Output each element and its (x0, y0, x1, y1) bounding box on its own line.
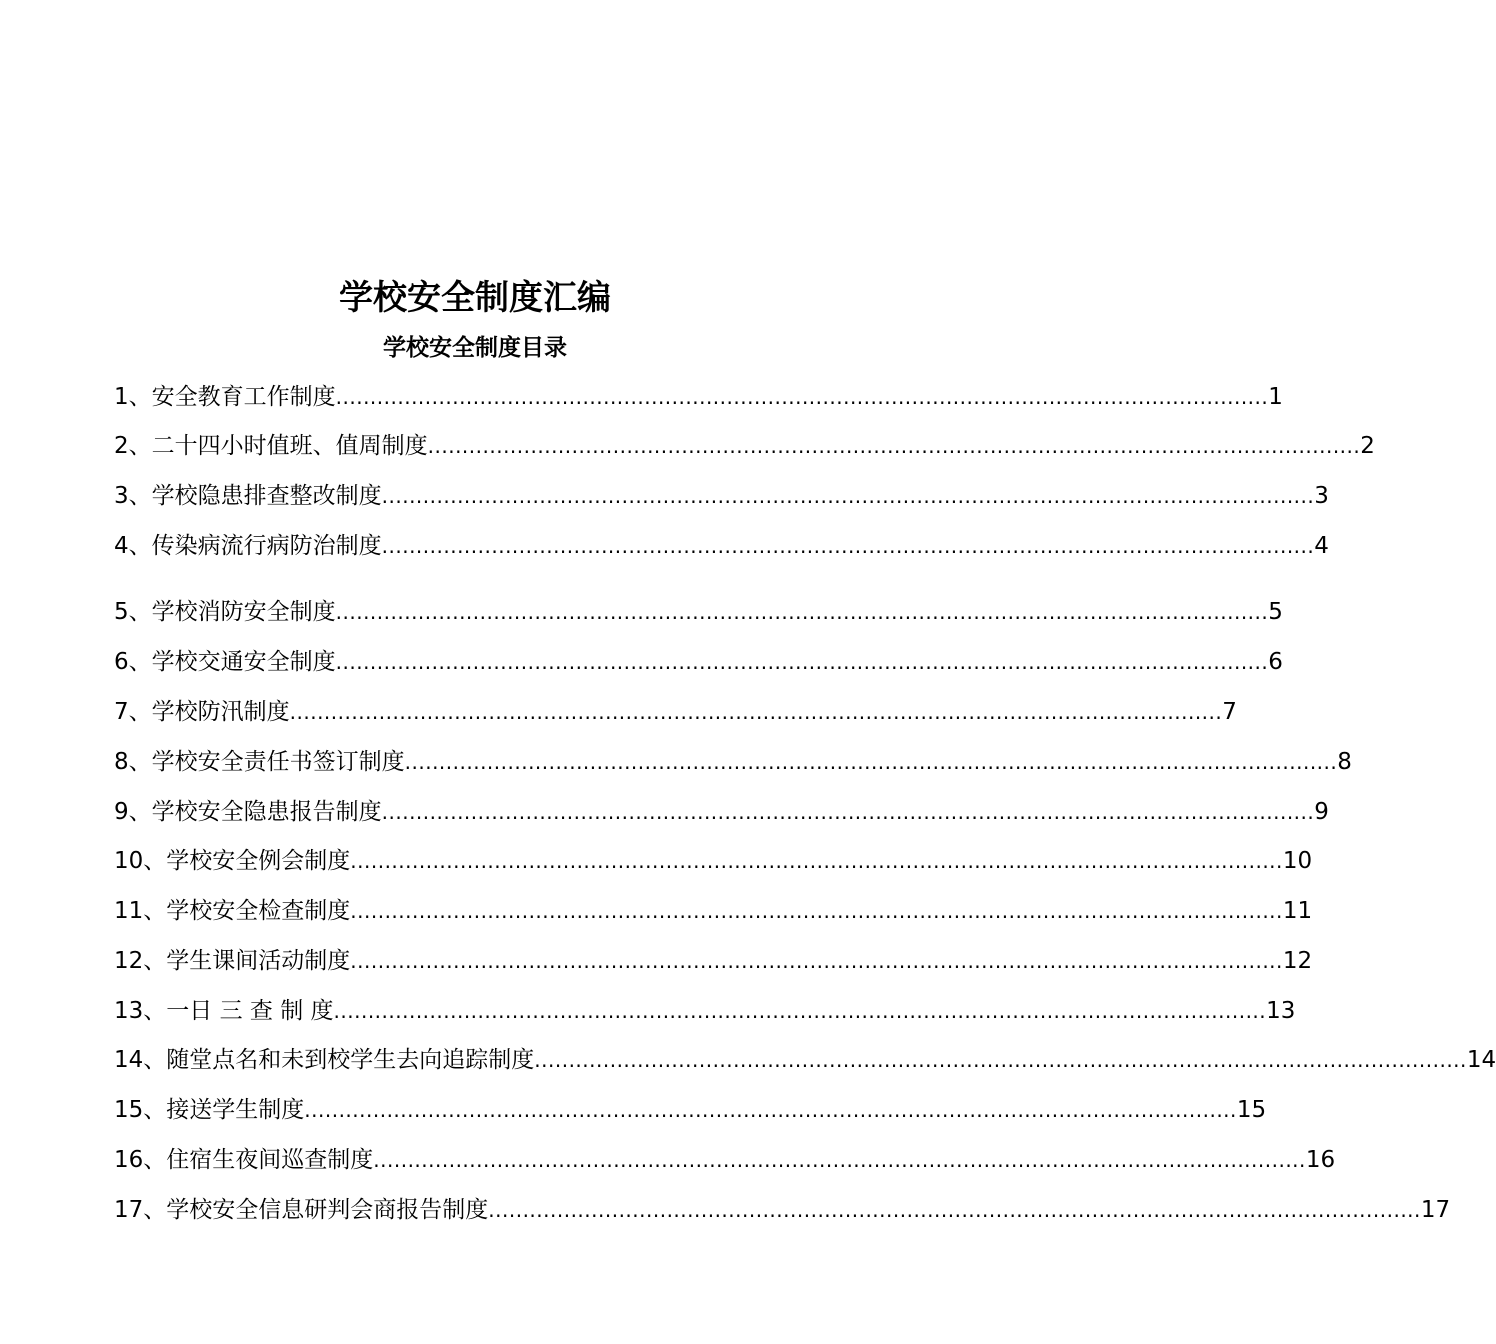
toc-entry-title: 学校安全检查制度 (166, 898, 351, 924)
dot-leader: ........................................................................................................................................ (350, 849, 1283, 873)
toc-entry (114, 645, 1283, 679)
dot-leader: ........................................................................................................................................ (335, 385, 1269, 409)
toc-entry (114, 1143, 1336, 1177)
toc-entry-page: 12 (1282, 948, 1313, 974)
toc-entry-number: 10、 (114, 848, 167, 874)
toc-entry-number: 2、 (114, 433, 152, 459)
toc-entry (114, 595, 1283, 629)
toc-entry-page: 3 (1314, 483, 1329, 509)
toc-entry-number: 12、 (114, 948, 167, 974)
toc-entry-number: 9、 (114, 799, 152, 825)
toc-entry-title: 传染病流行病防治制度 (151, 533, 382, 559)
dot-leader: ........................................................................................................................................ (304, 1098, 1237, 1122)
toc-entry-page: 14 (1466, 1047, 1496, 1073)
toc-entry-number: 6、 (114, 649, 152, 675)
toc-entry-title: 学校消防安全制度 (151, 599, 336, 625)
toc-entry-title: 住宿生夜间巡查制度 (166, 1147, 374, 1173)
toc-entry (114, 529, 1329, 563)
toc-entry-title: 学校隐患排查整改制度 (151, 483, 382, 509)
toc-entry-page: 17 (1420, 1197, 1451, 1223)
toc-entry (114, 429, 1375, 463)
dot-leader: ........................................................................................................................................ (289, 700, 1223, 724)
dot-leader: ........................................................................................................................................ (373, 1148, 1306, 1172)
toc-entry (114, 844, 1313, 878)
toc-entry-title: 学校安全责任书签订制度 (151, 749, 405, 775)
dot-leader: ........................................................................................................................................ (404, 750, 1338, 774)
dot-leader: ........................................................................................................................................ (335, 600, 1269, 624)
toc-entry-number: 5、 (114, 599, 152, 625)
toc-entry-title: 学校交通安全制度 (151, 649, 336, 675)
toc-entry (114, 1193, 1451, 1227)
toc-entry (114, 479, 1329, 513)
toc-entry-title: 学生课间活动制度 (166, 948, 351, 974)
document-title: 学校安全制度汇编 (339, 278, 611, 318)
toc-entry-title: 学校安全隐患报告制度 (151, 799, 382, 825)
toc-entry-page: 9 (1314, 799, 1329, 825)
dot-leader: ........................................................................................................................................ (381, 534, 1315, 558)
dot-leader: ........................................................................................................................................ (350, 949, 1283, 973)
toc-entry-page: 8 (1337, 749, 1352, 775)
toc-entry (114, 795, 1329, 829)
toc-entry-number: 3、 (114, 483, 152, 509)
toc-entry (114, 1043, 1496, 1077)
toc-entry-title: 随堂点名和未到校学生去向追踪制度 (166, 1047, 535, 1073)
toc-entry-page: 13 (1266, 998, 1296, 1024)
toc-entry-number: 7、 (114, 699, 152, 725)
toc-entry-page: 16 (1305, 1147, 1336, 1173)
toc-entry-title: 接送学生制度 (166, 1097, 305, 1123)
toc-entry-number: 14、 (114, 1047, 167, 1073)
toc-entry-number: 4、 (114, 533, 152, 559)
toc-entry-number: 17、 (114, 1197, 167, 1223)
toc-entry (114, 994, 1296, 1028)
toc-entry-title: 二十四小时值班、值周制度 (151, 433, 428, 459)
toc-entry-title: 学校防汛制度 (151, 699, 290, 725)
dot-leader: ........................................................................................................................................ (333, 999, 1267, 1023)
toc-entry-page: 15 (1236, 1097, 1267, 1123)
toc-entry-number: 11、 (114, 898, 167, 924)
toc-entry-number: 16、 (114, 1147, 167, 1173)
dot-leader: ........................................................................................................................................ (335, 650, 1269, 674)
dot-leader: ........................................................................................................................................ (427, 434, 1361, 458)
dot-leader: ........................................................................................................................................ (488, 1198, 1421, 1222)
toc-entry (114, 944, 1313, 978)
toc-entry-number: 1、 (114, 384, 152, 410)
toc-entry-page: 6 (1268, 649, 1283, 675)
toc-entry-page: 5 (1268, 599, 1283, 625)
toc-entry-page: 7 (1222, 699, 1237, 725)
toc-entry (114, 894, 1313, 928)
toc-entry-title: 安全教育工作制度 (151, 384, 336, 410)
dot-leader: ........................................................................................................................................ (381, 800, 1315, 824)
toc-entry-title: 学校安全例会制度 (166, 848, 351, 874)
toc-entry-page: 10 (1282, 848, 1313, 874)
toc-entry-title: 学校安全信息研判会商报告制度 (166, 1197, 489, 1223)
toc-entry-page: 4 (1314, 533, 1329, 559)
dot-leader: ........................................................................................................................................ (381, 484, 1315, 508)
toc-entry (114, 745, 1352, 779)
toc-entry-number: 15、 (114, 1097, 167, 1123)
toc-heading: 学校安全制度目录 (383, 335, 567, 361)
toc-entry (114, 1093, 1267, 1127)
dot-leader: ........................................................................................................................................ (534, 1048, 1467, 1072)
toc-entry-page: 11 (1282, 898, 1313, 924)
toc-entry-number: 8、 (114, 749, 152, 775)
dot-leader: ........................................................................................................................................ (350, 899, 1283, 923)
toc-entry-page: 1 (1268, 384, 1283, 410)
toc-entry-title: 一日 三 查 制 度 (166, 998, 334, 1024)
toc-entry (114, 695, 1237, 729)
toc-entry-page: 2 (1360, 433, 1375, 459)
toc-entry-number: 13、 (114, 998, 167, 1024)
toc-entry (114, 380, 1283, 414)
